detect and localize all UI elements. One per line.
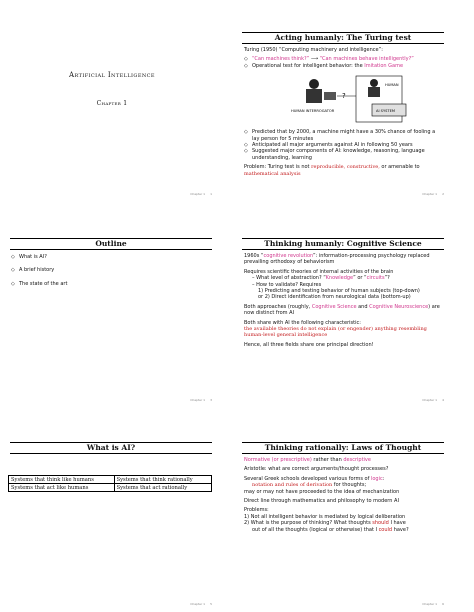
laws-p1: Normative (or prescriptive) rather than descriptive	[244, 457, 371, 463]
list-item: ◇ Suggested major components of AI: knowledge, reasoning, language understanding, learning	[244, 148, 425, 161]
turing-problem: Problem: Turing test is not reproducible, constructive, or amenable to mathematical analysis	[244, 164, 420, 177]
cogsci-p5: Hence, all three fields share one principal direction!	[244, 341, 374, 348]
slide-body	[244, 457, 444, 533]
imitation-game-link[interactable]: Imitation Game	[364, 62, 404, 69]
slide-footer: Chapter 1 1	[190, 192, 212, 196]
list-item: ◇ Anticipated all major arguments against AI in following 50 years	[244, 142, 413, 149]
cognitive-science-link[interactable]: Cognitive Science	[311, 303, 357, 310]
slide-footer: Chapter 1 5	[190, 602, 212, 606]
slide-title: What is AI?	[10, 442, 212, 454]
laws-p5a: 1) Not all intelligent behavior is mediated by logical deliberation	[244, 513, 406, 520]
cogsci-q1: – What level of abstraction? “Knowledge” or “circuits”?	[252, 275, 390, 282]
laws-p4: Direct line through mathematics and philosophy to modern AI	[244, 498, 399, 505]
laws-p3: Several Greek schools developed various forms of logic:	[244, 475, 385, 482]
cover-chapter: Chapter 1	[96, 100, 128, 107]
slide-cover	[8, 14, 216, 198]
laws-p3-tail: may or may not have proceeded to the idea of mechanization	[244, 488, 400, 495]
table-row	[9, 476, 212, 484]
slide-footer: Chapter 1 3	[190, 398, 212, 402]
interrogator-figure	[306, 79, 336, 103]
table-cell: Systems that think rationally	[114, 476, 211, 484]
table-cell: Systems that act rationally	[114, 484, 211, 492]
cognitive-revolution-link[interactable]: cognitive revolution	[263, 253, 313, 259]
descriptive-link[interactable]: descriptive	[343, 457, 371, 463]
diamond-bullet-icon: ◇	[244, 62, 248, 69]
cover-title: Artificial Intelligence	[69, 71, 155, 79]
human-figure	[368, 79, 380, 97]
cogsci-p3: Both approaches (roughly, Cognitive Science and Cognitive Neuroscience) are now distinct from AI	[244, 303, 440, 317]
slide-footer: Chapter 1 2	[422, 192, 444, 196]
diamond-bullet-icon: ◇	[244, 148, 248, 155]
question-mark: ?	[342, 92, 346, 101]
list-item: ◇ The state of the art	[11, 280, 68, 287]
diamond-bullet-icon: ◇	[244, 129, 248, 136]
slide-title: Outline	[10, 238, 212, 250]
slide-whatis	[8, 424, 216, 608]
list-item: ◇ “Can machines think?” ⟶ “Can machines behave intelligently?”	[244, 56, 414, 63]
normative-link[interactable]: Normative (or prescriptive)	[244, 457, 312, 463]
slide-laws	[240, 424, 448, 608]
cogsci-p1: 1960s “cognitive revolution”: information-processing psychology replaced prevailing orthodoxy of behaviorism	[244, 253, 430, 266]
turing-diagram	[244, 70, 444, 128]
ai-definitions-table	[8, 475, 212, 492]
diamond-bullet-icon: ◇	[11, 254, 15, 260]
diamond-bullet-icon: ◇	[244, 142, 248, 149]
slide-body	[244, 253, 444, 351]
slide-turing	[240, 14, 448, 198]
laws-p3-emphasis: notation and rules of derivation for thoughts;	[252, 482, 367, 489]
turing-intro: Turing (1950) “Computing machinery and intelligence”:	[244, 47, 383, 53]
cogsci-q2b: or 2) Direct identification from neurological data (bottom-up)	[258, 294, 411, 301]
table-cell: Systems that act like humans	[9, 484, 115, 492]
cogsci-p4: Both share with AI the following characteristic:	[244, 319, 361, 326]
ai-system-label: AI SYSTEM	[376, 109, 395, 114]
cognitive-neuroscience-link[interactable]: Cognitive Neuroscience	[369, 303, 429, 310]
human-label: HUMAN	[385, 83, 399, 88]
outline-list	[11, 254, 67, 294]
slide-footer: Chapter 1 6	[422, 602, 444, 606]
list-item: ◇ A brief history	[11, 267, 55, 274]
diamond-bullet-icon: ◇	[11, 280, 15, 287]
slide-body	[244, 47, 444, 180]
table-row	[9, 484, 212, 492]
list-item: ◇ Operational test for intelligent behavior: the Imitation Game	[244, 62, 404, 69]
cogsci-q2a: 1) Predicting and testing behavior of human subjects (top-down)	[258, 288, 420, 295]
table-cell: Systems that think like humans	[9, 476, 115, 484]
slide-title: Acting humanly: The Turing test	[242, 32, 444, 44]
slide-title: Thinking humanly: Cognitive Science	[242, 238, 444, 250]
diamond-bullet-icon: ◇	[244, 56, 248, 63]
laws-p2: Aristotle: what are correct arguments/thought processes?	[244, 466, 389, 473]
slide-footer: Chapter 1 4	[422, 398, 444, 402]
diamond-bullet-icon: ◇	[11, 267, 15, 274]
laws-p5b: 2) What is the purpose of thinking? What thoughts should I have	[244, 520, 406, 527]
list-item: ◇ What is AI?	[11, 254, 47, 260]
slide-outline	[8, 220, 216, 404]
cogsci-p2: Requires scientific theories of internal activities of the brain	[244, 268, 394, 275]
interrogator-label: HUMAN INTERROGATOR	[291, 109, 335, 114]
slide-title: Thinking rationally: Laws of Thought	[242, 442, 444, 454]
slide-cogsci	[240, 220, 448, 404]
laws-p5c: out of all the thoughts (logical or otherwise) that I could have?	[252, 526, 409, 533]
cogsci-p4-emphasis: the available theories do not explain (or engender) anything resembling human-level general intelligence	[244, 326, 427, 339]
laws-p5: Problems:	[244, 507, 269, 514]
logic-link[interactable]: logic	[370, 475, 383, 482]
cogsci-q2: – How to validate? Requires	[252, 281, 322, 288]
list-item: ◇ Predicted that by 2000, a machine might have a 30% chance of fooling a lay person for 5 minutes	[244, 129, 436, 142]
